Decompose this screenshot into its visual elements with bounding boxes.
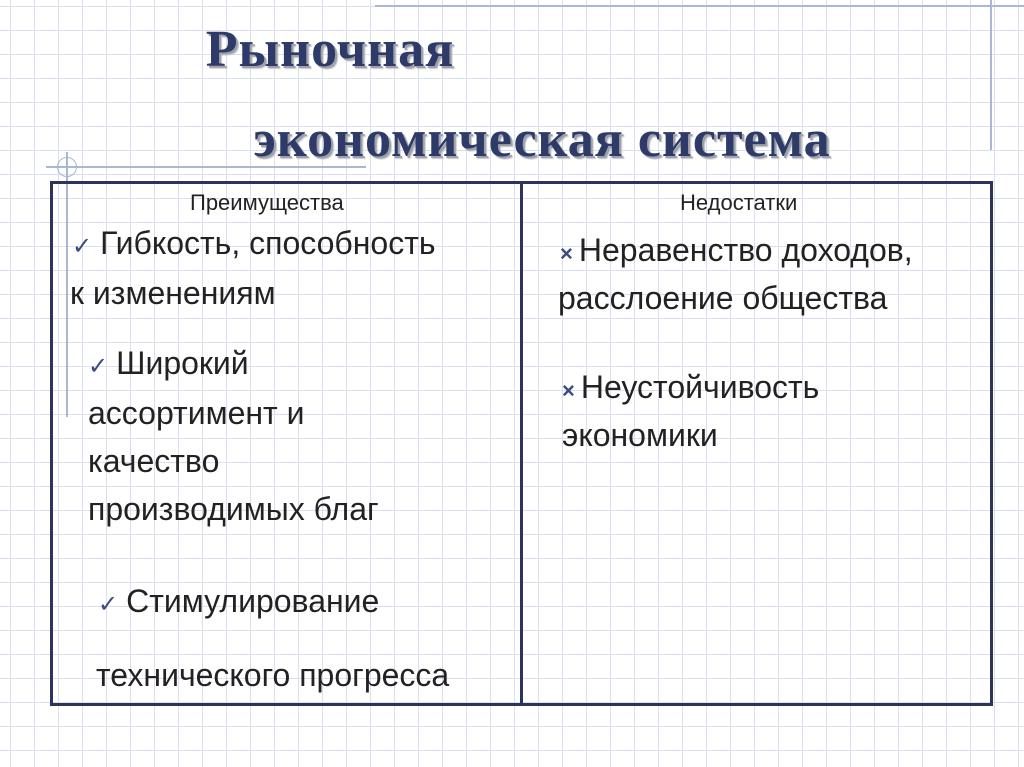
- checkmark-icon: ✓: [72, 233, 93, 260]
- disadvantage-item-2: × Неустойчивость: [562, 369, 820, 405]
- advantage-item-3: ✓ Стимулирование: [98, 583, 380, 619]
- advantage-item-1-cont: к изменениям: [70, 275, 276, 311]
- decorative-line-top: [375, 5, 1024, 7]
- advantage-item-3-cont: технического прогресса: [96, 657, 450, 693]
- disadvantage-item-1: × Неравенство доходов,: [560, 232, 913, 268]
- disadvantage-item-1-cont: расслоение общества: [558, 280, 888, 316]
- table-column-divider: [520, 181, 523, 706]
- header-disadvantages: Недостатки: [680, 190, 798, 215]
- disadvantage-item-2-cont: экономики: [562, 417, 718, 453]
- cross-icon: ×: [560, 241, 573, 266]
- page-title-line-2: экономическая система: [253, 111, 831, 168]
- page-title-line-1: Рыночная: [205, 21, 455, 78]
- checkmark-icon: ✓: [98, 591, 119, 618]
- advantage-item-2: ✓ Широкий: [88, 345, 249, 381]
- advantage-item-2-cont: ассортимент и: [88, 395, 305, 431]
- cross-icon: ×: [562, 378, 575, 403]
- advantage-item-1: ✓ Гибкость, способность: [72, 225, 436, 261]
- advantage-item-2-cont: качество: [88, 443, 220, 479]
- advantage-item-2-cont: производимых благ: [88, 491, 379, 527]
- header-advantages: Преимущества: [190, 190, 344, 215]
- checkmark-icon: ✓: [88, 353, 109, 380]
